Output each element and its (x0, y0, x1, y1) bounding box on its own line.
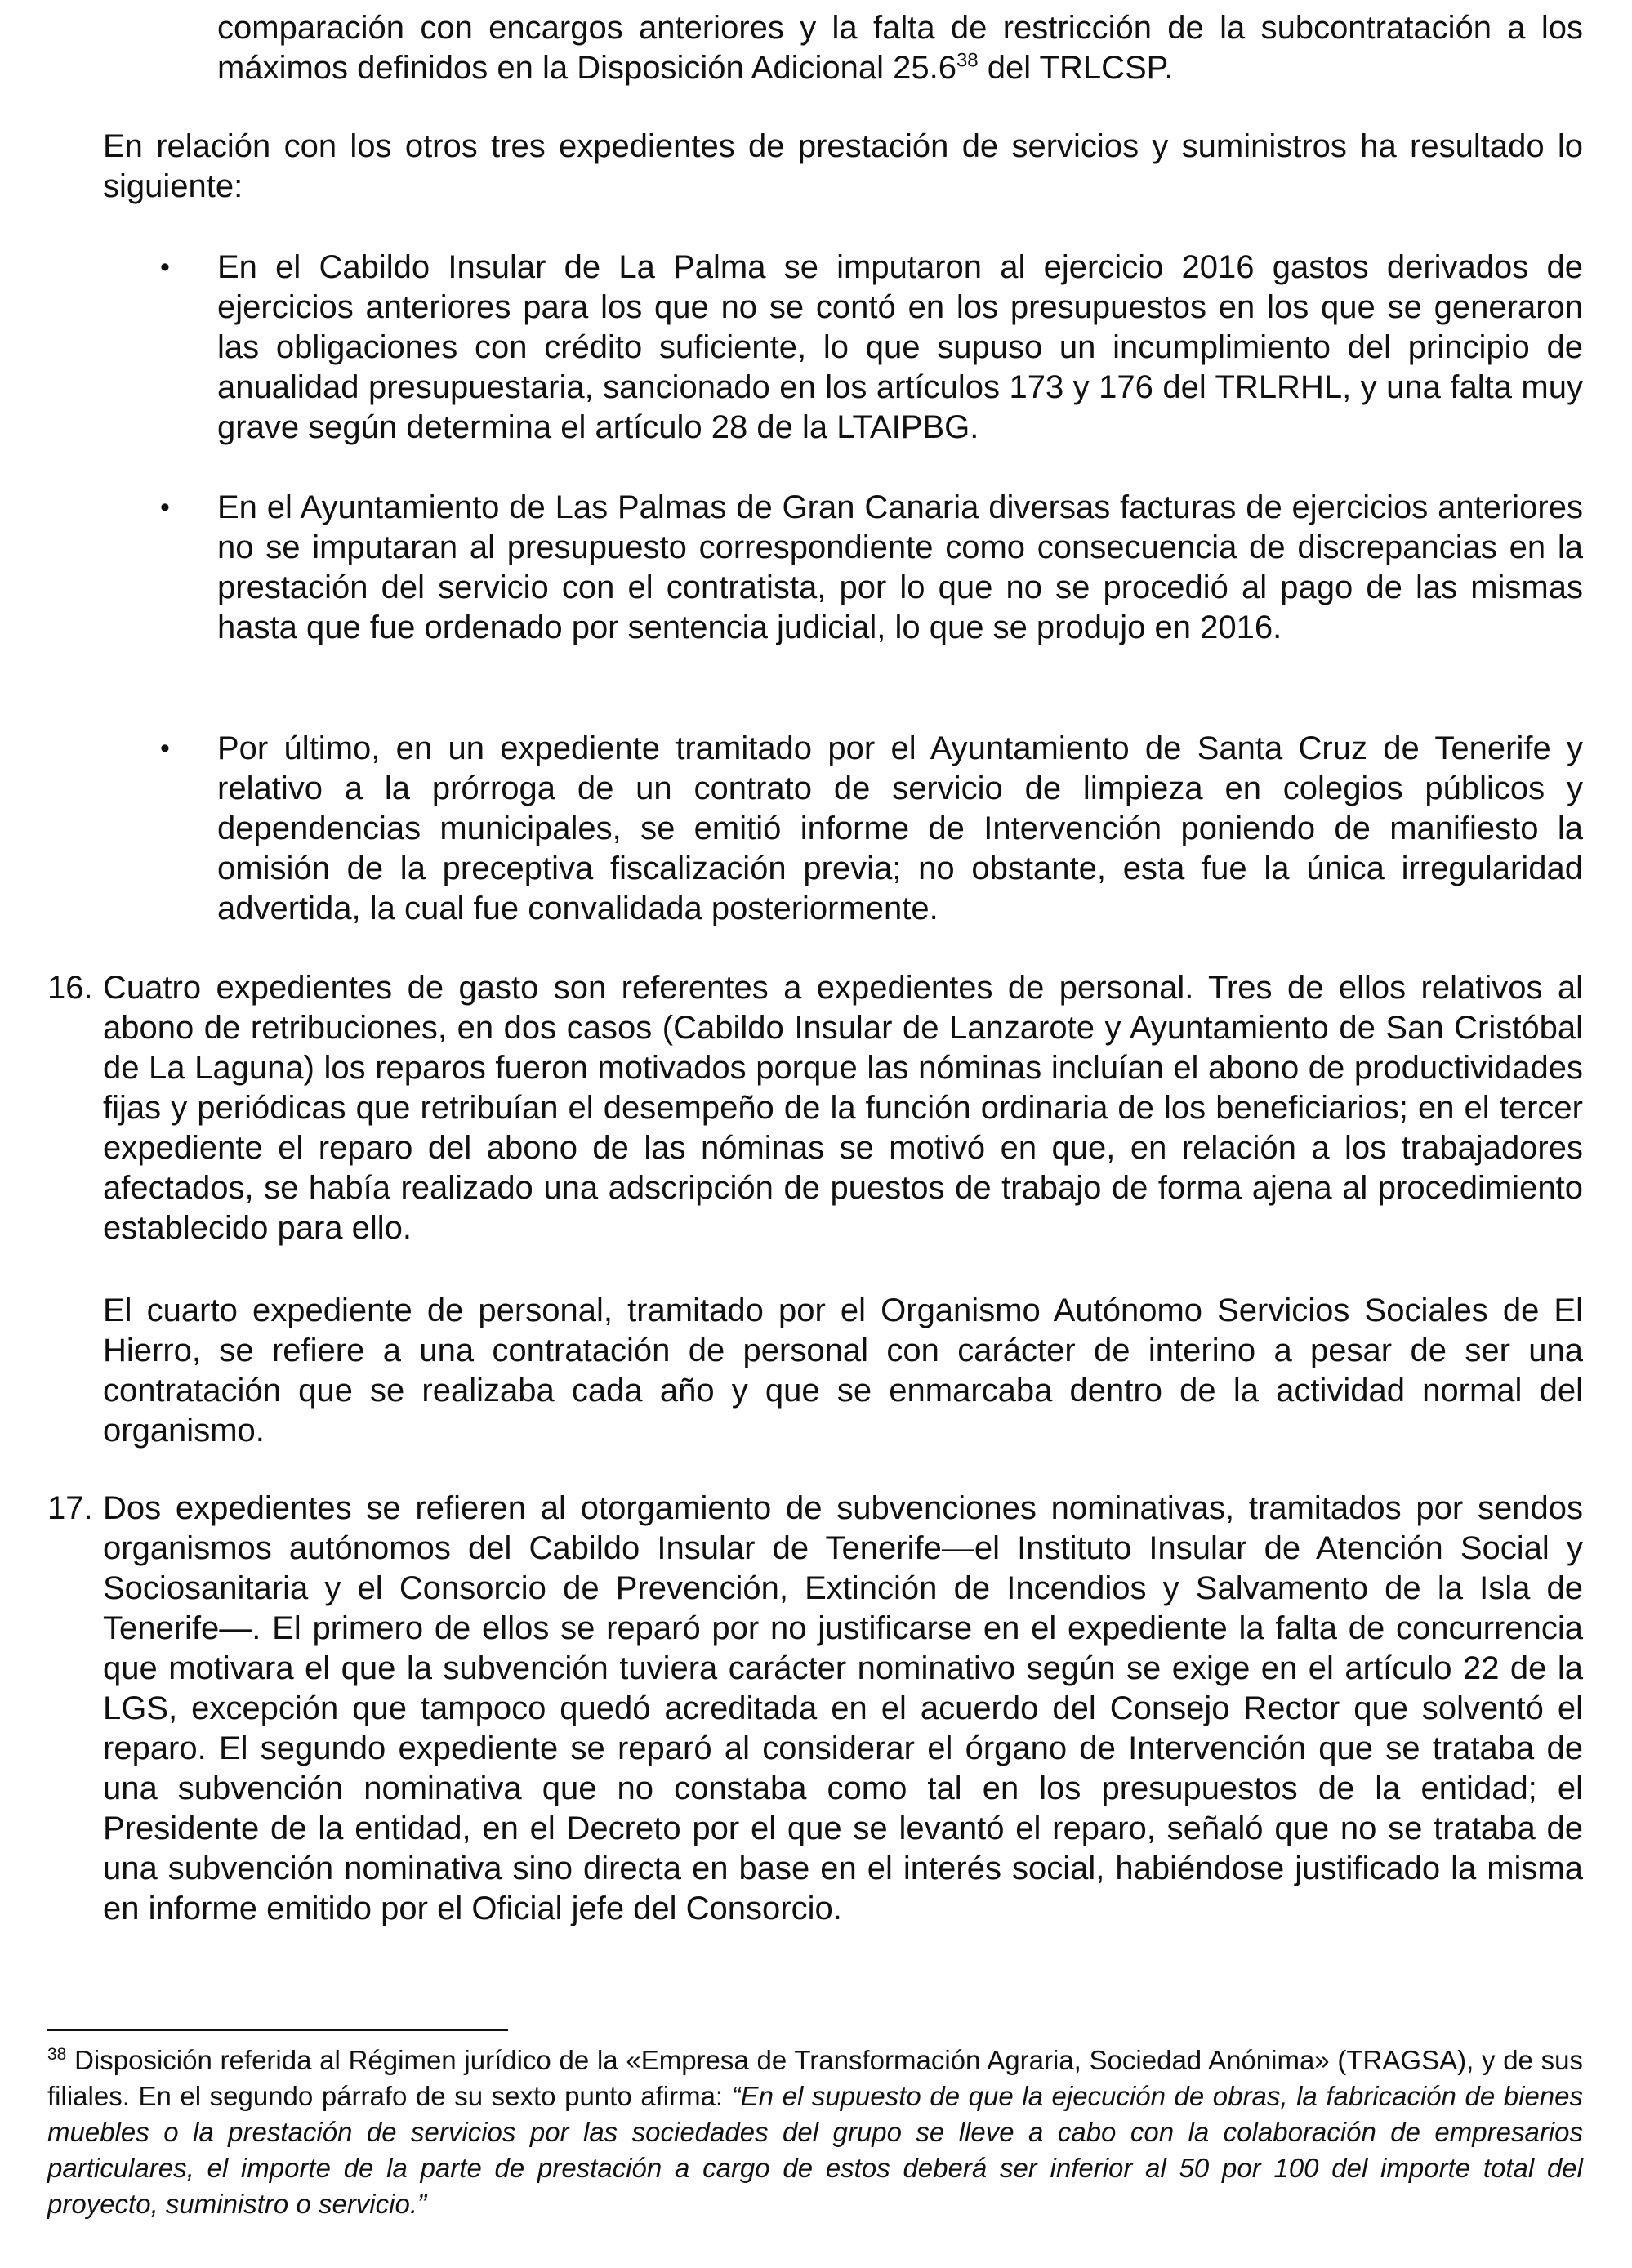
bullet-icon: • (160, 252, 170, 283)
footnote-separator (47, 2029, 508, 2031)
footnote-38: $^{38}$ Disposición referida al Régimen jurídico de la «Empresa de Transformación Agraria, Sociedad Anónima» (TRAGSA), y de sus filiales. En el segundo párrafo de su sexto punto afirma: “En el supuesto de que la ejecución de obras, la fabricación de bienes muebles o la prestación de servicios por las sociedades del grupo se lleve a cabo con la colaboración de empresarios particulares, el importe de la parte de prestación a cargo de estos deberá ser inferior al 50 por 100 del importe total del proyecto, suministro o servicio.” (47, 2045, 1584, 2219)
bullet-item-la-palma: En el Cabildo Insular de La Palma se imputaron al ejercicio 2016 gastos derivados de ejercicios anteriores para los que no se contó en los presupuestos en los que se generaron las obligaciones con crédito suficiente, lo que supuso un incumplimiento del principio de anualidad presupuestaria, sancionado en los artículos 173 y 176 del TRLRHL, y una falta muy grave según determina el artículo 28 de la LTAIPBG. (217, 249, 1583, 445)
continuation-paragraph: comparación con encargos anteriores y la falta de restricción de la subcontratación a los máximos definidos en la Disposición Adicional 25.6$^{38}$ del TRLCSP. (217, 10, 1583, 86)
section-16-second-paragraph: El cuarto expediente de personal, tramitado por el Organismo Autónomo Servicios Sociales de El Hierro, se refiere a una contratación de personal con carácter de interino a pesar de ser una contratación que se realizaba cada año y que se enmarcaba dentro de la actividad normal del organismo. (103, 1292, 1583, 1449)
footnote-quote: “En el supuesto de que la ejecución de obras, la fabricación de bienes muebles o la prestación de servicios por las sociedades del grupo se lleve a cabo con la colaboración de empresarios particulares, el importe de la parte de prestación a cargo de estos deberá ser inferior al 50 por 100 del importe total del proyecto, suministro o servicio.” (47, 2081, 1584, 2219)
section-16-paragraph: Cuatro expedientes de gasto son referentes a expedientes de personal. Tres de ellos relativos al abono de retribuciones, en dos casos (Cabildo Insular de Lanzarote y Ayuntamiento de San Cristóbal de La Laguna) los reparos fueron motivados porque las nóminas incluían el abono de productividades fijas y periódicas que retribuían el desempeño de la función ordinaria de los beneficiarios; en el tercer expediente el reparo del abono de las nóminas se motivó en que, en relación a los trabajadores afectados, se había realizado una adscripción de puestos de trabajo de forma ajena al procedimiento establecido para ello. (103, 970, 1583, 1246)
section-17-paragraph: Dos expedientes se refieren al otorgamiento de subvenciones nominativas, tramitados por sendos organismos autónomos del Cabildo Insular de Tenerife—el Instituto Insular de Atención Social y Sociosanitaria y el Consorcio de Prevención, Extinción de Incendios y Salvamento de la Isla de Tenerife—. El primero de ellos se reparó por no justificarse en el expediente la falta de concurrencia que motivara el que la subvención tuviera carácter nominativo según se exige en el artículo 22 de la LGS, excepción que tampoco quedó acreditada en el acuerdo del Consejo Rector que solventó el reparo. El segundo expediente se reparó al considerar el órgano de Intervención que se trataba de una subvención nominativa que no constaba como tal en los presupuestos de la entidad; el Presidente de la entidad, en el Decreto por el que se levantó el reparo, señaló que no se trataba de una subvención nominativa sino directa en base en el interés social, habiéndose justificado la misma en informe emitido por el Oficial jefe del Consorcio. (103, 1490, 1583, 1926)
bullet-icon: • (160, 492, 170, 523)
footnote-reference-38[interactable]: 38 (956, 49, 979, 72)
bullet-item-santa-cruz: Por último, en un expediente tramitado por el Ayuntamiento de Santa Cruz de Tenerife y relativo a la prórroga de un contrato de servicio de limpieza en colegios públicos y dependencias municipales, se emitió informe de Intervención poniendo de manifiesto la omisión de la preceptiva fiscalización previa; no obstante, esta fue la única irregularidad advertida, la cual fue convalidada posteriormente. (217, 730, 1583, 926)
intro-paragraph: En relación con los otros tres expedientes de prestación de servicios y suministros ha resultado lo siguiente: (103, 128, 1583, 204)
section-number-17: 17. (47, 1490, 93, 1526)
section-number-16: 16. (47, 970, 93, 1006)
bullet-item-las-palmas: En el Ayuntamiento de Las Palmas de Gran Canaria diversas facturas de ejercicios anteriores no se imputaran al presupuesto correspondiente como consecuencia de discrepancias en la prestación del servicio con el contratista, por lo que no se procedió al pago de las mismas hasta que fue ordenado por sentencia judicial, lo que se produjo en 2016. (217, 489, 1583, 645)
bullet-icon: • (160, 733, 170, 764)
footnote-number: 38 (47, 2045, 67, 2064)
